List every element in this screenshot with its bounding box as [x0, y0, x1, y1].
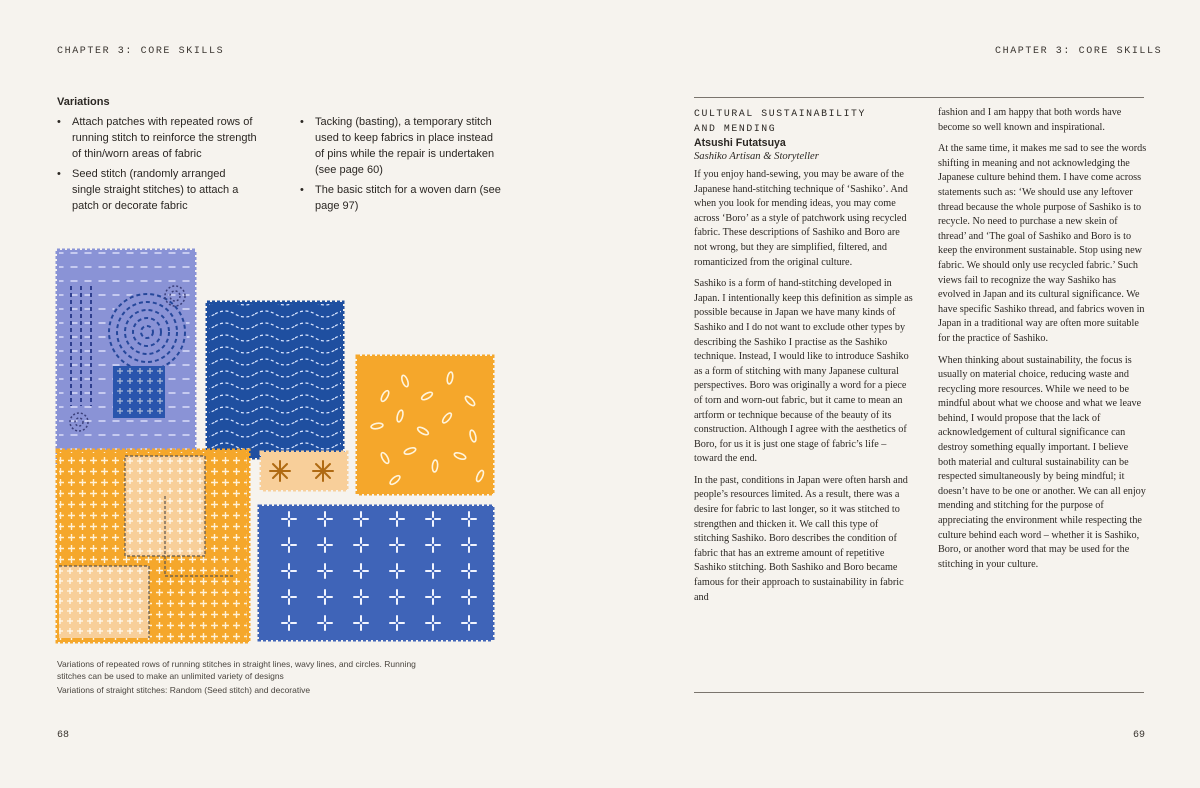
page-number-left: 68	[57, 730, 70, 741]
paragraph: fashion and I am happy that both words have become so well known and inspirational.	[938, 107, 1122, 133]
caption: Variations of straight stitches: Random (Seed stitch) and decorative	[57, 685, 311, 695]
list-item: • Seed stitch (randomly arranged single straight stitches) to attach a patch or decorate fabric	[57, 166, 257, 214]
list-item: • The basic stitch for a woven darn (see page 97)	[300, 182, 505, 214]
paragraph: Sashiko is a form of hand-stitching developed in Japan. I intentionally keep this definition as simple as possible because in Japan we have many kinds of Sashiko and I do not want to exclude other types by describing the Sashiko I practise as the Sashiko technique. Instead, I would like to introduce Sashiko as a form of stitching with many Japanese cultural perspectives. Boro was originally a word for a piece of torn and worn-out fabric, but it came to mean an artform or technique because of the beauty of its construction. Although I agree with the aesthetics of Boro, for us it is just one stage of fabric’s life – toward the end.	[694, 278, 913, 465]
variations-title: Variations	[57, 96, 110, 108]
navy-wave-patch	[207, 302, 343, 458]
paragraph: In the past, conditions in Japan were often harsh and people’s resources limited. As a result, there was a desire for fabric to last longer, so it was stitched to strengthen and thicken it. We call this type of stitching Sashiko. Boro describes the condition of fabric that has an extreme amount of repetitive Sashiko stitching. Both Sashiko and Boro became famous for their approach to sustainability in fabric and	[694, 474, 908, 603]
caption: Variations of repeated rows of running stitches in straight lines, wavy lines, and circles. Running stitches can be used to make an unlimited variety of designs	[57, 659, 416, 681]
essay-author: Atsushi Futatsuya	[694, 137, 786, 149]
essay-title-line2: AND MENDING	[694, 123, 777, 134]
paragraph: When thinking about sustainability, the focus is usually on material choice, reducing waste and recycling more resources. While we need to be mindful about what we choose and what we leave behind, I would propose that the lack of acknowledgement of cultural significance can destroy something equally important. I believe both material and cultural sustainability can be respected simultaneously by being mindful; it doesn’t have to be one or another. We can all enjoy mending and stitching for the purpose of appreciating the environment while respecting the culture behind each word – whether it is Sashiko, Boro, or another word that may be used for the stitching in your culture.	[938, 354, 1146, 570]
paragraph: If you enjoy hand-sewing, you may be aware of the Japanese hand-stitching technique of ‘Sashiko’. And when you look for mending ideas, you may come across ‘Boro’ as a style of patchwork using recycled fabric. These descriptions of Sashiko and Boro are not wrong, but they are simplified, filtered, and romanticized from the original culture.	[694, 169, 908, 268]
running-head-right: CHAPTER 3: CORE SKILLS	[995, 46, 1163, 57]
sashiko-illustration	[55, 246, 500, 651]
page-number-right: 69	[1133, 730, 1146, 741]
essay-column-2	[938, 106, 1148, 579]
running-head-left: CHAPTER 3: CORE SKILLS	[57, 46, 225, 57]
list-item: • Attach patches with repeated rows of running stitch to reinforce the strength of thin/worn areas of fabric	[57, 114, 257, 162]
royal-blue-patch	[259, 506, 493, 640]
essay-author-role: Sashiko Artisan & Storyteller	[694, 151, 819, 162]
essay-title-line1: CULTURAL SUSTAINABILITY	[694, 108, 867, 119]
variations-list-col2	[300, 114, 505, 218]
lavender-patch	[57, 250, 195, 464]
bottom-rule	[694, 692, 1144, 693]
peach-flower-patch	[261, 452, 347, 490]
essay-column-1	[694, 106, 914, 612]
variations-list-col1	[57, 114, 257, 218]
paragraph: At the same time, it makes me sad to see the words shifting in meaning and not acknowledging the Japanese culture behind them. I have come across statements such as: ‘We should use any leftover thread because the whole purpose of Sashiko is to recycle. No need to purchase a new skein of thread’ and ‘The goal of Sashiko and Boro is to keep the environment sustainable. Stop using new fabric. We should only use recycled fabric.’ Such views fail to recognize the way Sashiko has evolved in Japan and its cultural significance. We have specific Sashiko thread, and fabrics woven in Japan in a traditional way are often more suitable for the practice of Sashiko.	[938, 143, 1147, 344]
list-item: • Tacking (basting), a temporary stitch used to keep fabrics in place instead of pins while the repair is undertaken (see page 60)	[300, 114, 505, 178]
marigold-seed-patch	[357, 356, 493, 494]
top-rule	[694, 97, 1144, 98]
patchwork-patch	[57, 450, 249, 642]
figure-captions	[57, 659, 417, 700]
